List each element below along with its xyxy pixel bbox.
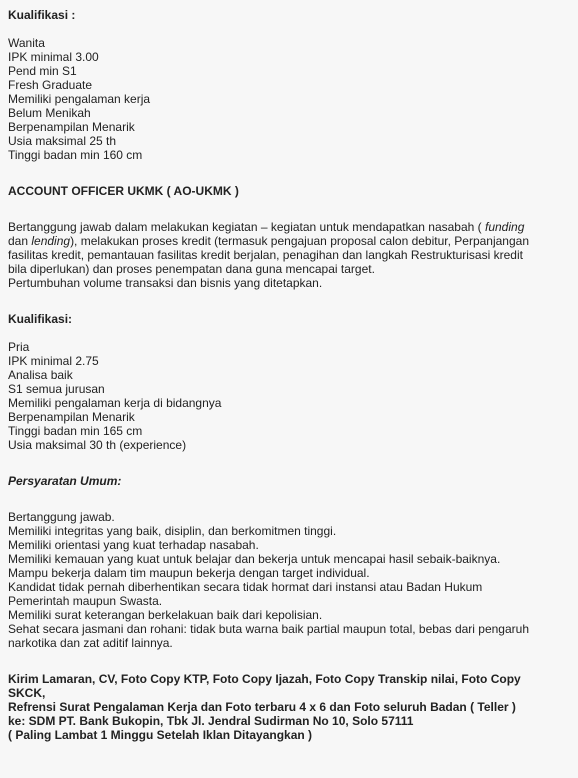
- requirement-line: Memiliki kemauan yang kuat untuk belajar dan bekerja untuk mencapai hasil sebaik-baiknya.: [8, 552, 501, 566]
- requirement-line: Memiliki integritas yang baik, disiplin, dan berkomitmen tinggi.: [8, 524, 337, 538]
- list-item: Usia maksimal 25 th: [8, 134, 117, 148]
- instruction-line: Refrensi Surat Pengalaman Kerja dan Foto terbaru 4 x 6 dan Foto seluruh Badan ( Teller ): [8, 700, 516, 714]
- list-item: Belum Menikah: [8, 106, 91, 120]
- description-line: fasilitas kredit, pemantauan fasilitas kredit berjalan, penagihan dan langkah Restrukturisasi kredit: [8, 248, 523, 262]
- list-item: Fresh Graduate: [8, 78, 93, 92]
- qualification-list-2: [8, 340, 578, 452]
- requirement-line: Bertanggung jawab.: [8, 510, 115, 524]
- position-title: ACCOUNT OFFICER UKMK ( AO-UKMK ): [8, 184, 239, 198]
- application-instructions: [8, 672, 578, 742]
- general-requirements-list: [8, 510, 578, 650]
- instruction-line: Kirim Lamaran, CV, Foto Copy KTP, Foto Copy Ijazah, Foto Copy Transkip nilai, Foto Copy: [8, 672, 521, 686]
- description-line: Pertumbuhan volume transaksi dan bisnis yang ditetapkan.: [8, 276, 323, 290]
- instruction-line: ( Paling Lambat 1 Minggu Setelah Iklan Ditayangkan ): [8, 728, 313, 742]
- qualification-heading-2: Kualifikasi:: [8, 312, 73, 326]
- requirement-line: narkotika dan zat aditif lainnya.: [8, 636, 173, 650]
- list-item: Usia maksimal 30 th (experience): [8, 438, 187, 452]
- instruction-line: SKCK,: [8, 686, 46, 700]
- description-line: dan lending), melakukan proses kredit (termasuk pengajuan proposal calon debitur, Perpanjangan: [8, 234, 530, 248]
- requirement-line: Memiliki orientasi yang kuat terhadap nasabah.: [8, 538, 259, 552]
- list-item: Memiliki pengalaman kerja di bidangnya: [8, 396, 222, 410]
- requirement-line: Mampu bekerja dalam tim maupun bekerja dengan target individual.: [8, 566, 370, 580]
- requirement-line: Pemerintah maupun Swasta.: [8, 594, 163, 608]
- requirement-line: Memiliki surat keterangan berkelakuan baik dari kepolisian.: [8, 608, 323, 622]
- emphasis-word: lending: [31, 234, 71, 248]
- list-item: Tinggi badan min 165 cm: [8, 424, 143, 438]
- list-item: Tinggi badan min 160 cm: [8, 148, 143, 162]
- list-item: Pria: [8, 340, 30, 354]
- requirement-line: Kandidat tidak pernah diberhentikan secara tidak hormat dari instansi atau Badan Hukum: [8, 580, 483, 594]
- list-item: S1 semua jurusan: [8, 382, 105, 396]
- list-item: IPK minimal 2.75: [8, 354, 99, 368]
- list-item: Pend min S1: [8, 64, 77, 78]
- list-item: Wanita: [8, 36, 45, 50]
- general-requirements-heading: Persyaratan Umum:: [8, 474, 122, 488]
- list-item: Memiliki pengalaman kerja: [8, 92, 151, 106]
- list-item: Berpenampilan Menarik: [8, 410, 135, 424]
- emphasis-word: funding: [485, 220, 525, 234]
- list-item: Analisa baik: [8, 368, 73, 382]
- list-item: IPK minimal 3.00: [8, 50, 99, 64]
- description-line: Bertanggung jawab dalam melakukan kegiatan – kegiatan untuk mendapatkan nasabah ( funding: [8, 220, 525, 234]
- requirement-line: Sehat secara jasmani dan rohani: tidak buta warna baik partial maupun total, bebas dari pengaruh: [8, 622, 529, 636]
- description-line: bila diperlukan) dan proses penempatan dana guna mencapai target.: [8, 262, 375, 276]
- list-item: Berpenampilan Menarik: [8, 120, 135, 134]
- qualification-list-1: [8, 36, 578, 162]
- instruction-line: ke: SDM PT. Bank Bukopin, Tbk Jl. Jendral Sudirman No 10, Solo 57111: [8, 714, 414, 728]
- qualification-heading-1: Kualifikasi :: [8, 8, 76, 22]
- position-description: [8, 220, 578, 290]
